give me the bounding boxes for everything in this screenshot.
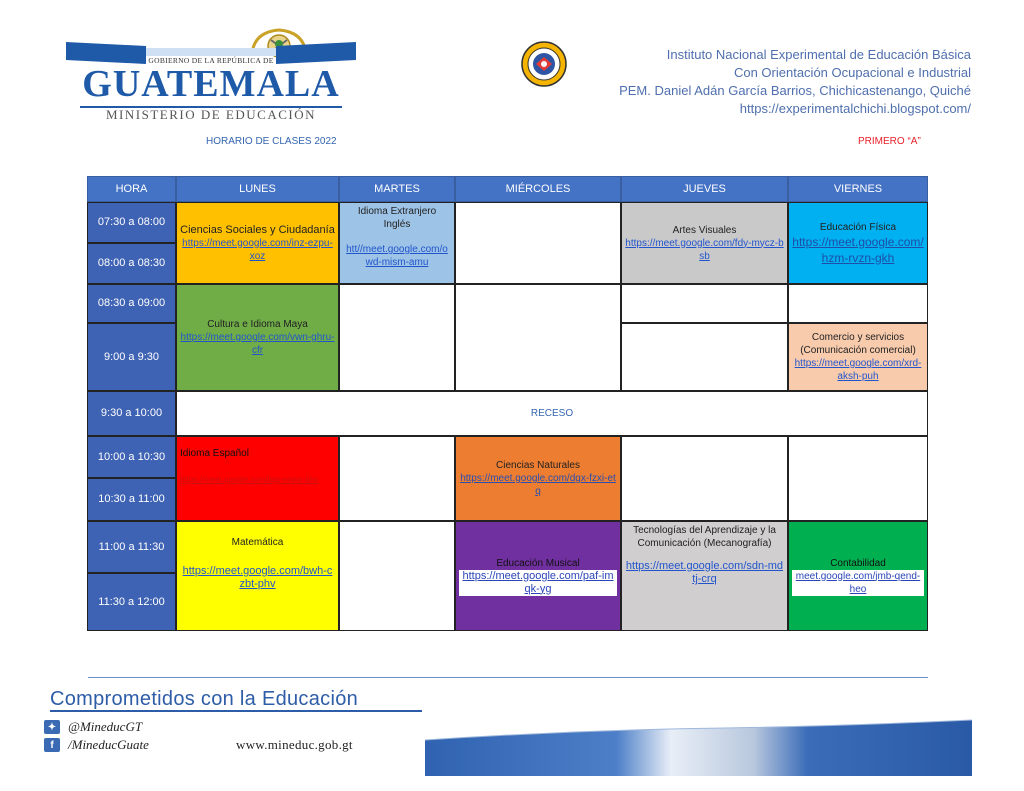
empty-cell <box>621 323 788 391</box>
institute-line-1: Instituto Nacional Experimental de Educación Básica <box>666 47 971 62</box>
class-name: Ciencias Naturales <box>496 460 580 471</box>
ministry-website[interactable]: www.mineduc.gob.gt <box>236 737 353 752</box>
twitter-text: @MineducGT <box>68 719 143 734</box>
header-viernes: VIERNES <box>788 176 928 202</box>
motto-underline <box>50 710 422 712</box>
class-cell-fisica <box>788 202 928 284</box>
time-slot: 9:30 a 10:00 <box>87 391 176 436</box>
class-name: Comercio y servicios (Comunicación comercial) <box>800 332 916 356</box>
class-name: Idioma Extranjero Inglés <box>357 206 437 230</box>
institute-info <box>619 46 971 118</box>
facebook-handle[interactable] <box>44 737 149 753</box>
schedule-title: HORARIO DE CLASES 2022 <box>206 136 337 147</box>
empty-cell <box>339 436 455 521</box>
class-meet-link[interactable]: htt//meet.google.com/owd-mism-amu <box>346 244 448 268</box>
class-cell-maya <box>176 284 339 391</box>
time-slot: 08:00 a 08:30 <box>87 243 176 284</box>
empty-cell <box>788 284 928 323</box>
empty-cell <box>339 284 455 391</box>
empty-cell <box>339 521 455 631</box>
class-cell-comercio <box>788 323 928 391</box>
class-meet-link[interactable]: https://meet.google.com/paf-imqk-yg <box>459 570 617 596</box>
class-meet-link[interactable]: https://meet.google.com/xrd-aksh-puh <box>794 358 922 382</box>
class-cell-artes <box>621 202 788 284</box>
class-cell-ingles <box>339 202 455 284</box>
time-slot: 08:30 a 09:00 <box>87 284 176 323</box>
class-meet-link[interactable]: https://meet.google.com/fdy-mycz-bsb <box>625 237 784 262</box>
class-name: Artes Visuales <box>672 224 737 236</box>
empty-cell <box>788 436 928 521</box>
class-meet-link[interactable]: https://meet.google.com/bwh-czbt-phv <box>182 565 333 590</box>
government-line: GOBIERNO DE LA REPÚBLICA DE <box>148 56 274 65</box>
guatemala-mineduc-logo <box>66 12 356 122</box>
facebook-text: /MineducGuate <box>68 737 149 752</box>
schedule-table <box>87 176 928 631</box>
institute-line-3: PEM. Daniel Adán García Barrios, Chichicastenango, Quiché <box>619 83 971 98</box>
time-slot: 9:00 a 9:30 <box>87 323 176 391</box>
class-name: Educación Física <box>819 221 897 233</box>
ministry-name: MINISTERIO DE EDUCACIÓN <box>106 107 316 122</box>
class-name: Ciencias Sociales y Ciudadanía <box>180 223 335 236</box>
footer-divider <box>88 677 928 678</box>
empty-cell <box>455 284 621 391</box>
grade-label: PRIMERO “A” <box>858 136 921 147</box>
class-cell-contabilidad <box>788 521 928 631</box>
footer-motto: Comprometidos con la Educación <box>50 688 359 710</box>
school-gear-emblem-icon <box>520 40 568 88</box>
recess-row: RECESO <box>176 391 928 436</box>
footer-wave-banner <box>425 718 972 776</box>
time-slot: 11:00 a 11:30 <box>87 521 176 573</box>
class-cell-naturales <box>455 436 621 521</box>
twitter-icon: ✦ <box>44 720 60 734</box>
time-slot: 10:30 a 11:00 <box>87 478 176 521</box>
institute-line-2: Con Orientación Ocupacional e Industrial <box>733 65 971 80</box>
class-name: Idioma Español <box>180 448 249 459</box>
header-miercoles: MIÉRCOLES <box>455 176 621 202</box>
class-name: Cultura e Idioma Maya <box>207 319 308 330</box>
class-cell-tecnologias <box>621 521 788 631</box>
class-name: Tecnologías del Aprendizaje y la Comunicación (Mecanografía) <box>633 525 776 549</box>
class-name: Educación Musical <box>496 557 580 569</box>
class-meet-link[interactable]: https://meet.google.com/hzm-rvzn-gkh <box>792 234 924 265</box>
facebook-icon: f <box>44 738 60 752</box>
twitter-handle[interactable] <box>44 719 142 735</box>
header-jueves: JUEVES <box>621 176 788 202</box>
class-name: Contabilidad <box>830 557 886 569</box>
country-name: GUATEMALA <box>82 63 340 105</box>
class-meet-link[interactable]: meet.google.com/jmb-qend-heo <box>792 570 924 596</box>
empty-cell <box>455 202 621 284</box>
class-meet-link[interactable]: https://meet.google.com/sdn-mdtj-crq <box>625 560 784 585</box>
class-meet-link[interactable]: https://meet.google.com/bgs-erwxr-bhs <box>180 475 319 484</box>
class-meet-link[interactable]: https://meet.google.com/dgx-fzxi-etq <box>460 473 616 497</box>
header-martes: MARTES <box>339 176 455 202</box>
class-cell-musical <box>455 521 621 631</box>
institute-blog-link[interactable]: https://experimentalchichi.blogspot.com/ <box>739 101 971 116</box>
class-meet-link[interactable]: https://meet.google.com/vwn-ghru-cfr <box>180 332 335 356</box>
empty-cell <box>621 284 788 323</box>
empty-cell <box>621 436 788 521</box>
header-lunes: LUNES <box>176 176 339 202</box>
class-name: Matemática <box>231 537 284 548</box>
class-cell-sociales <box>176 202 339 284</box>
time-slot: 07:30 a 08:00 <box>87 202 176 243</box>
time-slot: 11:30 a 12:00 <box>87 573 176 631</box>
class-meet-link[interactable]: https://meet.google.com/inz-ezpu-xoz <box>182 237 333 262</box>
header-hora: HORA <box>87 176 176 202</box>
class-cell-espanol <box>176 436 339 521</box>
time-slot: 10:00 a 10:30 <box>87 436 176 478</box>
class-cell-matematica <box>176 521 339 631</box>
